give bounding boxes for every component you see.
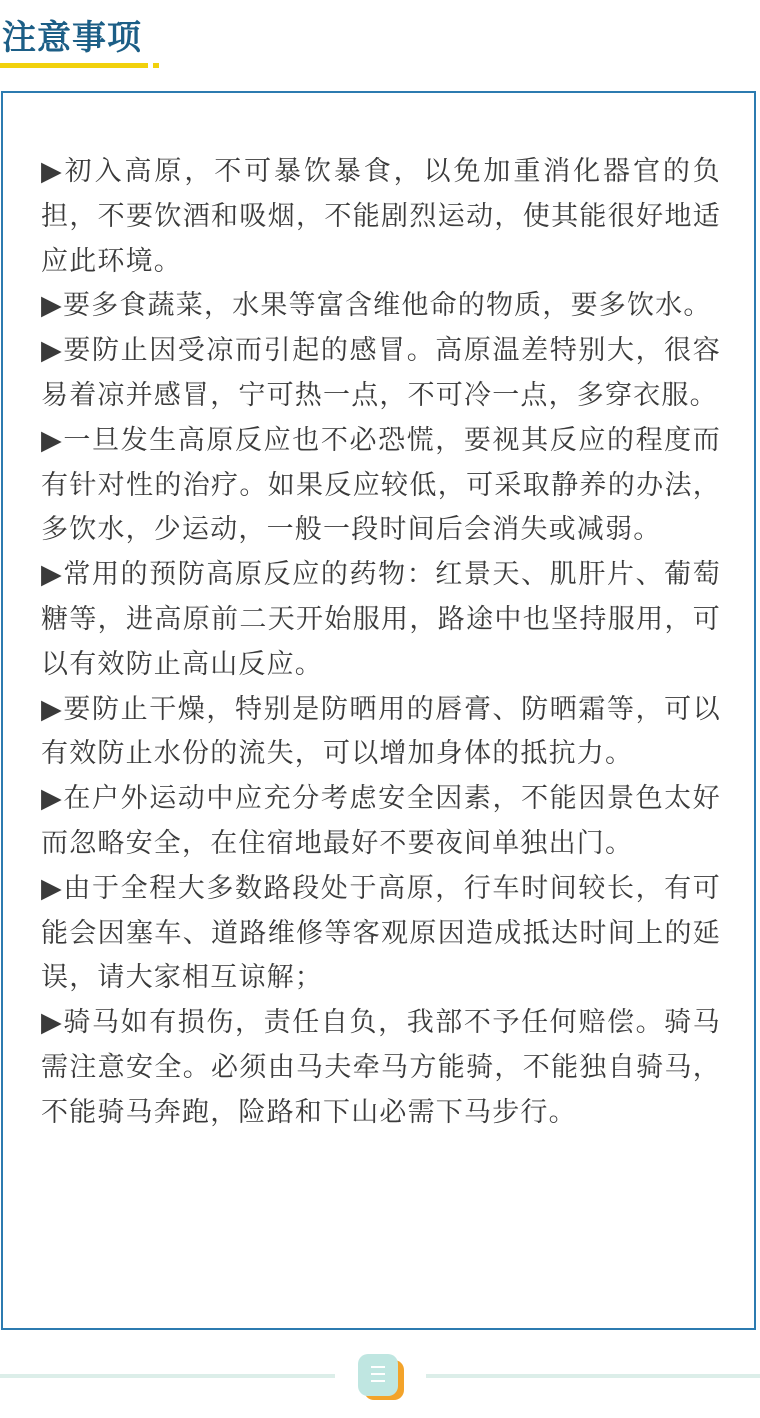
section-header bbox=[0, 0, 760, 80]
notice-paragraph: ▶常用的预防高原反应的药物：红景天、肌肝片、葡萄糖等，进高原前二天开始服用，路途中也坚持服用，可以有效防止高山反应。 bbox=[41, 559, 721, 680]
menu-badge[interactable] bbox=[358, 1354, 404, 1400]
notice-paragraph: ▶要防止因受凉而引起的感冒。高原温差特别大，很容易着凉并感冒，宁可热一点，不可冷一点，多穿衣服。 bbox=[41, 335, 721, 411]
notice-paragraph: ▶由于全程大多数路段处于高原，行车时间较长，有可能会因塞车、道路维修等客观原因造成抵达时间上的延误，请大家相互谅解； bbox=[41, 872, 721, 994]
footer-divider-right bbox=[426, 1374, 760, 1378]
notice-paragraph: ▶要多食蔬菜，水果等富含维他命的物质，要多饮水。 bbox=[41, 290, 712, 322]
title-underline bbox=[0, 63, 148, 68]
notice-paragraph: ▶骑马如有损伤，责任自负，我部不予任何赔偿。骑马需注意安全。必须由马夫牵马方能骑，不能独自骑马，不能骑马奔跑，险路和下山必需下马步行。 bbox=[41, 1007, 721, 1128]
notice-paragraph: ▶在户外运动中应充分考虑安全因素，不能因景色太好而忽略安全，在住宿地最好不要夜间单独出门。 bbox=[41, 783, 721, 859]
section-title: 注意事项 bbox=[2, 18, 142, 58]
footer-divider-left bbox=[0, 1374, 335, 1378]
title-underline-dot bbox=[153, 63, 159, 68]
notice-paragraph: ▶初入高原，不可暴饮暴食，以免加重消化器官的负担，不要饮酒和吸烟，不能剧烈运动，使其能很好地适应此环境。 bbox=[41, 156, 721, 277]
notice-paragraph: ▶要防止干燥，特别是防晒用的唇膏、防晒霜等，可以有效防止水份的流失，可以增加身体的抵抗力。 bbox=[41, 693, 721, 770]
menu-lines-icon bbox=[371, 1366, 385, 1384]
notice-text bbox=[41, 150, 721, 1136]
notice-paragraph: ▶一旦发生高原反应也不必恐慌，要视其反应的程度而有针对性的治疗。如果反应较低，可采取静养的办法，多饮水，少运动，一般一段时间后会消失或减弱。 bbox=[41, 424, 721, 546]
